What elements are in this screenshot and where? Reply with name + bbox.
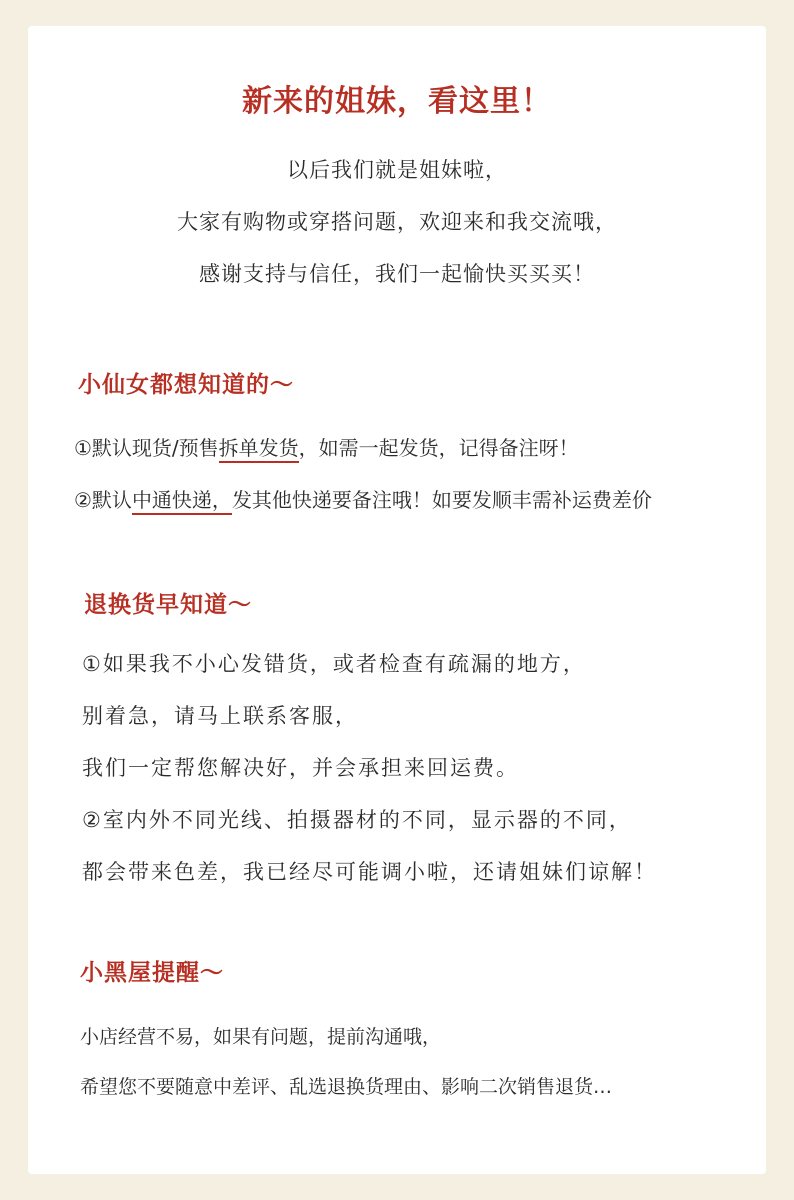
faq-line-1-highlight: 拆单发货 <box>219 436 299 463</box>
returns-line-4: ②室内外不同光线、拍摄器材的不同，显示器的不同， <box>82 808 632 832</box>
faq-line-1-post: ，如需一起发货，记得备注呀！ <box>298 436 579 460</box>
section-heading-returns: 退换货早知道～ <box>84 592 252 618</box>
returns-line-2: 别着急，请马上联系客服， <box>82 704 358 728</box>
faq-line-2-post: 发其他快递要备注哦！如要发顺丰需补运费差价 <box>231 488 652 512</box>
returns-line-1: ①如果我不小心发错货，或者检查有疏漏的地方， <box>82 652 586 676</box>
section-heading-reminder: 小黑屋提醒～ <box>80 960 224 986</box>
page-title: 新来的姐妹，看这里！ <box>242 84 552 119</box>
faq-line-2 <box>74 484 652 513</box>
reminder-line-1: 小店经营不易，如果有问题，提前沟通哦， <box>80 1026 442 1048</box>
faq-line-2-highlight: 中通快递， <box>132 488 232 515</box>
faq-line-1 <box>74 432 579 461</box>
reminder-line-2: 希望您不要随意中差评、乱选退换货理由、影响二次销售退货… <box>80 1076 613 1098</box>
section-heading-faq: 小仙女都想知道的～ <box>78 372 294 398</box>
returns-line-5: 都会带来色差，我已经尽可能调小啦，还请姐妹们谅解！ <box>82 860 657 884</box>
intro-line-2: 大家有购物或穿搭问题，欢迎来和我交流哦， <box>177 210 617 234</box>
returns-line-3: 我们一定帮您解决好，并会承担来回运费。 <box>82 756 519 780</box>
faq-line-2-pre: ②默认 <box>74 488 132 512</box>
notice-card <box>28 26 766 1174</box>
faq-line-1-pre: ①默认现货/预售 <box>74 436 219 460</box>
intro-line-1: 以后我们就是姐妹啦， <box>287 158 507 182</box>
intro-line-3: 感谢支持与信任，我们一起愉快买买买！ <box>199 262 595 286</box>
